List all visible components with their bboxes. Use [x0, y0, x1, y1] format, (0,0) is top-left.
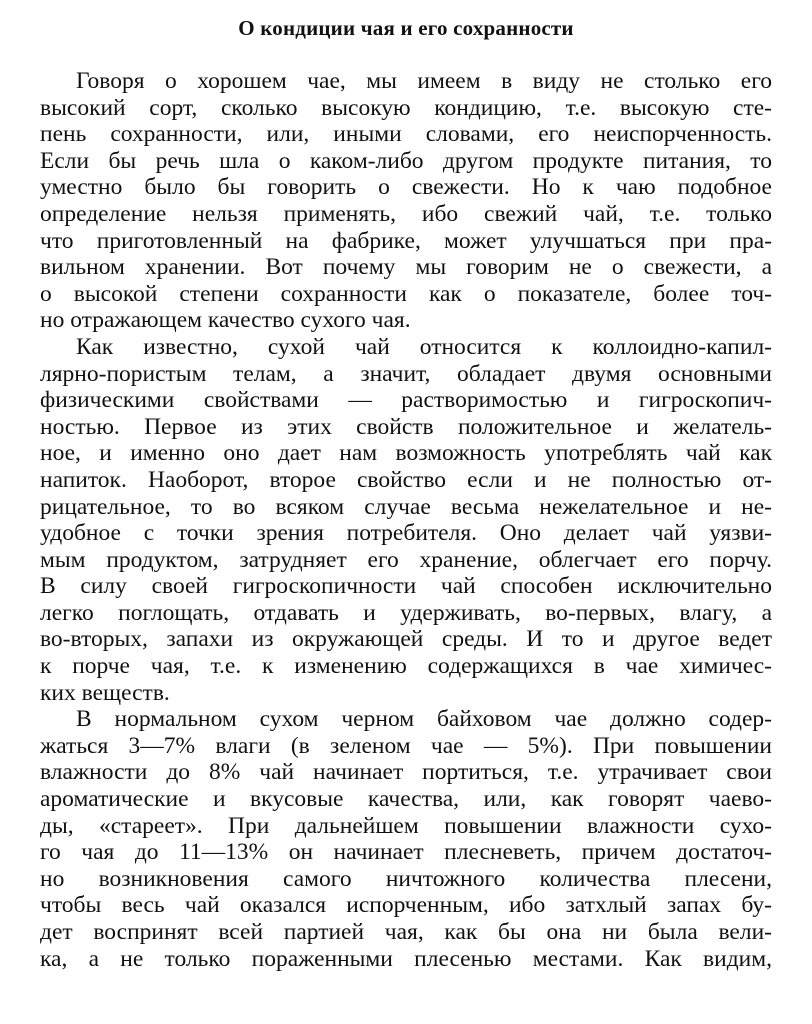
text-line: ких веществ.	[40, 679, 170, 706]
text-line: жаться 3—7% влаги (в зеленом чае — 5%). При повышении	[40, 732, 772, 759]
text-line: легко поглощать, отдавать и удерживать, во-первых, влагу, а	[40, 599, 772, 626]
text-line: напиток. Наоборот, второе свойство если и не полностью от-	[40, 466, 772, 493]
text-line: дет воспринят всей партией чая, как бы она ни была вели-	[40, 919, 772, 945]
text-line: мым продуктом, затрудняет его хранение, облегчает его порчу.	[40, 546, 772, 573]
text-line: ка, а не только пораженными плесенью местами. Как видим,	[40, 945, 772, 972]
text-line: но отражающем качество сухого чая.	[40, 307, 411, 334]
text-line: рицательное, то во всяком случае весьма нежелательное и не-	[40, 493, 772, 520]
text-line: о высокой степени сохранности как о показателе, более точ-	[40, 280, 772, 307]
text-line: Как известно, сухой чай относится к коллоидно-капил-	[76, 333, 772, 360]
text-line: Если бы речь шла о каком-либо другом продукте питания, то	[40, 147, 772, 174]
text-line: ностью. Первое из этих свойств положительное и желатель-	[40, 413, 772, 440]
paragraph-2	[40, 334, 772, 706]
text-line: к порче чая, т.е. к изменению содержащихся в чае химичес-	[40, 653, 772, 680]
text-line: лярно-пористым телам, а значит, обладает двумя основными	[40, 360, 772, 387]
text-line: физическими свойствами — растворимостью и гигроскопич-	[40, 387, 772, 414]
document-page	[40, 14, 772, 972]
text-line: определение нельзя применять, ибо свежий чай, т.е. только	[40, 200, 772, 227]
text-line: ное, и именно оно дает нам возможность употреблять чай как	[40, 440, 772, 467]
paragraph-1	[40, 68, 772, 334]
text-line: высокий сорт, сколько высокую кондицию, т.е. высокую сте-	[40, 94, 772, 121]
text-line: чтобы весь чай оказался испорченным, ибо затхлый запах бу-	[40, 892, 772, 919]
paragraph-3	[40, 706, 772, 972]
text-line: уместно было бы говорить о свежести. Но к чаю подобное	[40, 174, 772, 201]
text-line: го чая до 11—13% он начинает плесневеть, причем достаточ-	[40, 839, 772, 866]
text-line: влажности до 8% чай начинает портиться, т.е. утрачивает свои	[40, 759, 772, 786]
text-line: В нормальном сухом черном байховом чае должно содер-	[76, 706, 772, 733]
text-line: но возникновения самого ничтожного количества плесени,	[40, 865, 772, 892]
text-line: ды, «стареет». При дальнейшем повышении влажности сухо-	[40, 812, 772, 839]
text-line: В силу своей гигроскопичности чай способен исключительно	[40, 573, 772, 600]
text-line: что приготовленный на фабрике, может улучшаться при пра-	[40, 227, 772, 254]
text-line: Говоря о хорошем чае, мы имеем в виду не столько его	[76, 68, 772, 94]
text-line: вильном хранении. Вот почему мы говорим не о свежести, а	[40, 254, 772, 281]
text-line: ароматические и вкусовые качества, или, как говорят чаево-	[40, 786, 772, 813]
text-line: удобное с точки зрения потребителя. Оно делает чай уязви-	[40, 520, 772, 547]
document-title: О кондиции чая и его сохранности	[238, 16, 574, 40]
text-line: пень сохранности, или, иными словами, его неиспорченность.	[40, 121, 772, 148]
text-line: во-вторых, запахи из окружающей среды. И то и другое ведет	[40, 626, 772, 653]
